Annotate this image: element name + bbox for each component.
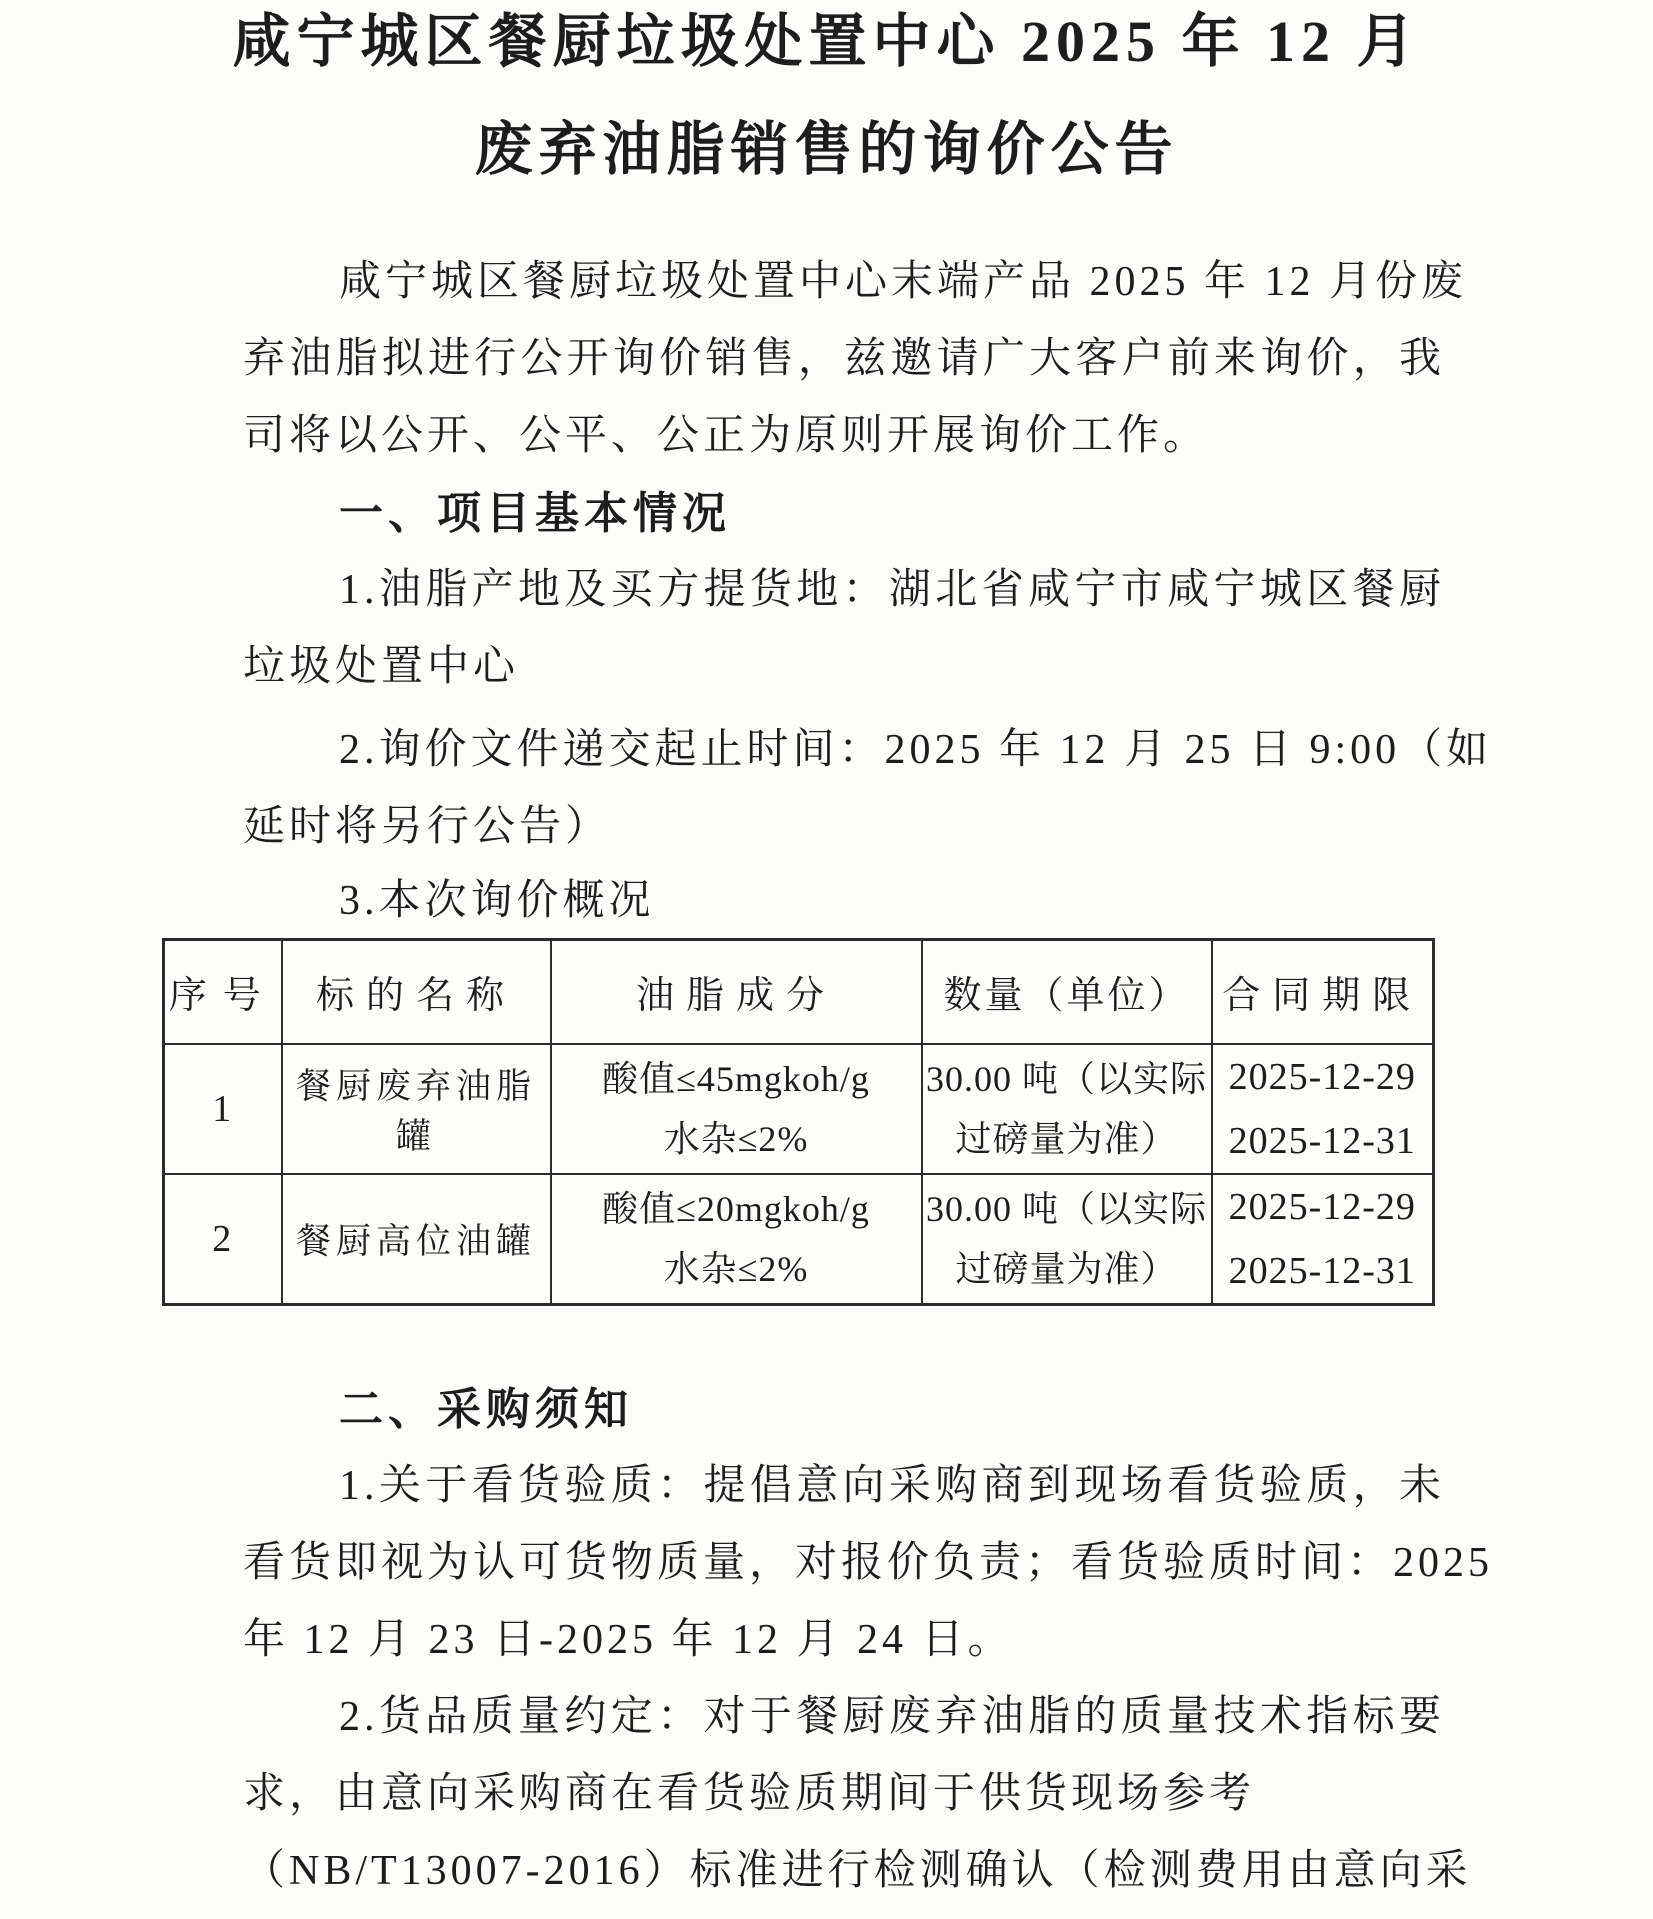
quantity-line: 30.00 吨（以实际	[925, 1058, 1207, 1099]
table-header-row	[164, 940, 1434, 1044]
column-header-term: 合同期限	[1212, 940, 1434, 1044]
cell-seq: 2	[164, 1174, 282, 1305]
item-line: 2.询价文件递交起止时间：2025 年 12 月 25 日 9:00（如	[339, 727, 1493, 773]
quantity-line: 过磅量为准）	[955, 1248, 1178, 1289]
term-date: 2025-12-31	[1228, 1249, 1416, 1292]
document-title-line-2: 废弃油脂销售的询价公告	[474, 117, 1179, 182]
intro-line: 弃油脂拟进行公开询价销售，兹邀请广大客户前来询价，我	[243, 336, 1445, 382]
section-2-heading: 二、采购须知	[339, 1384, 633, 1434]
item-line: 1.关于看货验质：提倡意向采购商到现场看货验质，未	[339, 1462, 1445, 1509]
item-line: 1.油脂产地及买方提货地：湖北省咸宁市咸宁城区餐厨	[339, 567, 1445, 613]
section-2-item-1	[243, 1448, 1494, 1679]
intro-paragraph	[243, 244, 1468, 475]
cell-contract-term	[1212, 1174, 1434, 1305]
term-date: 2025-12-29	[1228, 1185, 1416, 1228]
item-line: 求，由意向采购商在看货验质期间于供货现场参考	[243, 1770, 1256, 1817]
item-line: 年 12 月 23 日-2025 年 12 月 24 日。	[243, 1616, 1014, 1663]
cell-contract-term	[1212, 1044, 1434, 1174]
section-1-item-3: 3.本次询价概况	[339, 878, 655, 924]
section-1-item-2	[243, 712, 1493, 866]
column-header-composition: 油脂成分	[551, 940, 922, 1044]
item-line: 看货即视为认可货物质量，对报价负责；看货验质时间：2025	[243, 1539, 1494, 1586]
cell-composition	[551, 1044, 922, 1174]
composition-line: 水杂≤2%	[663, 1118, 809, 1159]
composition-line: 酸值≤45mgkoh/g	[602, 1058, 870, 1099]
table-row	[164, 1044, 1434, 1174]
cell-quantity	[922, 1174, 1212, 1305]
cell-composition	[551, 1174, 922, 1305]
section-1-heading: 一、项目基本情况	[339, 489, 731, 538]
composition-line: 水杂≤2%	[663, 1248, 809, 1289]
cell-quantity	[922, 1044, 1212, 1174]
cell-subject-name: 餐厨废弃油脂罐	[282, 1044, 551, 1174]
section-2-item-2	[243, 1679, 1472, 1910]
intro-line: 咸宁城区餐厨垃圾处置中心末端产品 2025 年 12 月份废	[339, 259, 1468, 305]
composition-line: 酸值≤20mgkoh/g	[602, 1188, 870, 1229]
column-header-quantity: 数量（单位）	[922, 940, 1212, 1044]
item-line: 2.货品质量约定：对于餐厨废弃油脂的质量技术指标要	[339, 1693, 1445, 1740]
cell-subject-name: 餐厨高位油罐	[282, 1174, 551, 1305]
term-date: 2025-12-31	[1228, 1119, 1416, 1162]
intro-line: 司将以公开、公平、公正为原则开展询价工作。	[243, 413, 1210, 459]
term-date: 2025-12-29	[1228, 1055, 1416, 1098]
column-header-seq: 序号	[164, 940, 282, 1044]
table-row	[164, 1174, 1434, 1305]
quantity-line: 30.00 吨（以实际	[925, 1188, 1207, 1229]
document-title-line-1: 咸宁城区餐厨垃圾处置中心 2025 年 12 月	[232, 9, 1421, 74]
section-1-item-1	[243, 552, 1445, 706]
item-line: 垃圾处置中心	[243, 644, 520, 690]
inquiry-overview-table	[162, 938, 1435, 1306]
column-header-subject: 标的名称	[282, 940, 551, 1044]
document-body	[168, 244, 1494, 1910]
item-line: 延时将另行公告）	[243, 804, 612, 850]
item-line: （NB/T13007-2016）标准进行检测确认（检测费用由意向采	[243, 1847, 1472, 1894]
cell-seq: 1	[164, 1044, 282, 1174]
quantity-line: 过磅量为准）	[955, 1118, 1178, 1159]
